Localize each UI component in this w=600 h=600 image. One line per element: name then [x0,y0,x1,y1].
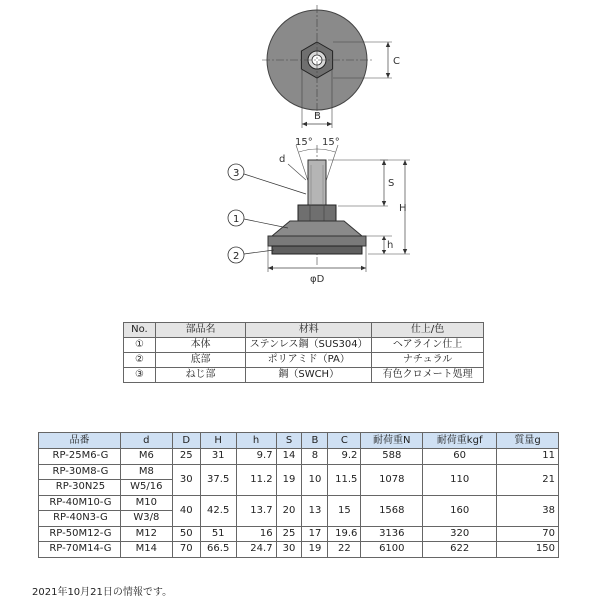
spec-D: 30 [172,464,200,495]
callout-1 [228,210,288,228]
parts-table-header [124,323,484,338]
spec-C: 9.2 [328,449,361,465]
spec-h: 13.7 [236,495,276,526]
parts-header-material: 材料 [246,323,372,338]
spec-H: 31 [200,449,236,465]
spec-d: M10 [120,495,172,511]
table-row [39,526,559,542]
angle-right-label: 15° [322,137,340,148]
spec-load-kgf: 110 [423,464,497,495]
spec-H: 51 [200,526,236,542]
parts-material: ポリアミド（PA） [246,353,372,368]
spec-header-S: S [276,433,302,449]
spec-B: 13 [302,495,328,526]
spec-mass: 70 [497,526,559,542]
dim-s-label: S [388,178,395,189]
spec-D: 70 [172,542,200,558]
top-view [262,5,400,128]
spec-load-n: 588 [361,449,423,465]
dim-phi-d-label: φD [310,274,325,285]
spec-model: RP-25M6-G [39,449,121,465]
parts-no: ② [124,353,156,368]
parts-header-finish: 仕上/色 [372,323,484,338]
spec-d: W5/16 [120,480,172,496]
spec-d: M12 [120,526,172,542]
parts-finish: ナチュラル [372,353,484,368]
spec-mass: 150 [497,542,559,558]
angle-left-label: 15° [295,137,313,148]
spec-mass: 38 [497,495,559,526]
spec-h: 11.2 [236,464,276,495]
dim-b-label: B [314,111,321,122]
parts-finish: ヘアライン仕上 [372,338,484,353]
spec-header-C: C [328,433,361,449]
spec-S: 19 [276,464,302,495]
spec-C: 11.5 [328,464,361,495]
spec-load-n: 3136 [361,526,423,542]
parts-no: ③ [124,368,156,383]
parts-name: 底部 [155,353,245,368]
callout-1-label: 1 [233,214,240,225]
spec-header-mass: 質量g [497,433,559,449]
callout-2-label: 2 [233,251,240,262]
spec-load-n: 6100 [361,542,423,558]
table-row [39,542,559,558]
spec-model: RP-50M12-G [39,526,121,542]
callout-3 [228,164,306,194]
spec-d: M14 [120,542,172,558]
spec-B: 8 [302,449,328,465]
spec-d: W3/8 [120,511,172,527]
callout-3-label: 3 [233,168,240,179]
footnote: 2021年10月21日の情報です。 [32,587,173,598]
parts-material: 鋼（SWCH） [246,368,372,383]
parts-name: ねじ部 [155,368,245,383]
dim-d-label: d [279,154,286,165]
parts-header-name: 部品名 [155,323,245,338]
spec-header-model: 品番 [39,433,121,449]
spec-load-kgf: 60 [423,449,497,465]
spec-D: 40 [172,495,200,526]
parts-material: ステンレス鋼（SUS304） [246,338,372,353]
spec-B: 19 [302,542,328,558]
spec-load-n: 1078 [361,464,423,495]
side-view [228,137,410,285]
dim-h-lower-label: h [387,240,394,251]
callout-2 [228,247,274,263]
spec-S: 14 [276,449,302,465]
table-row [39,464,559,480]
spec-header-h: h [236,433,276,449]
parts-no: ① [124,338,156,353]
spec-model: RP-40M10-G [39,495,121,511]
spec-table [38,432,559,558]
spec-header-d: d [120,433,172,449]
spec-mass: 11 [497,449,559,465]
spec-model: RP-70M14-G [39,542,121,558]
spec-model: RP-30M8-G [39,464,121,480]
spec-D: 50 [172,526,200,542]
parts-finish: 有色クロメート処理 [372,368,484,383]
table-row [39,495,559,511]
parts-header-no: No. [124,323,156,338]
spec-header-B: B [302,433,328,449]
spec-C: 22 [328,542,361,558]
spec-S: 30 [276,542,302,558]
spec-header-load-n: 耐荷重N [361,433,423,449]
table-row [124,353,484,368]
spec-d: M8 [120,464,172,480]
spec-C: 19.6 [328,526,361,542]
spec-h: 9.7 [236,449,276,465]
table-row [124,368,484,383]
table-row [124,338,484,353]
parts-name: 本体 [155,338,245,353]
spec-H: 66.5 [200,542,236,558]
spec-model: RP-40N3-G [39,511,121,527]
spec-S: 25 [276,526,302,542]
spec-model: RP-30N25 [39,480,121,496]
spec-load-kgf: 160 [423,495,497,526]
spec-header-load-kgf: 耐荷重kgf [423,433,497,449]
spec-load-kgf: 622 [423,542,497,558]
spec-header-D: D [172,433,200,449]
spec-h: 24.7 [236,542,276,558]
spec-B: 10 [302,464,328,495]
spec-H: 42.5 [200,495,236,526]
spec-mass: 21 [497,464,559,495]
spec-B: 17 [302,526,328,542]
spec-D: 25 [172,449,200,465]
spec-table-header [39,433,559,449]
dim-h-upper-label: H [399,203,407,214]
spec-header-H: H [200,433,236,449]
spec-C: 15 [328,495,361,526]
spec-h: 16 [236,526,276,542]
spec-d: M6 [120,449,172,465]
spec-load-n: 1568 [361,495,423,526]
spec-H: 37.5 [200,464,236,495]
spec-S: 20 [276,495,302,526]
parts-table [123,322,484,383]
spec-load-kgf: 320 [423,526,497,542]
table-row [39,449,559,465]
dim-c-label: C [393,56,400,67]
